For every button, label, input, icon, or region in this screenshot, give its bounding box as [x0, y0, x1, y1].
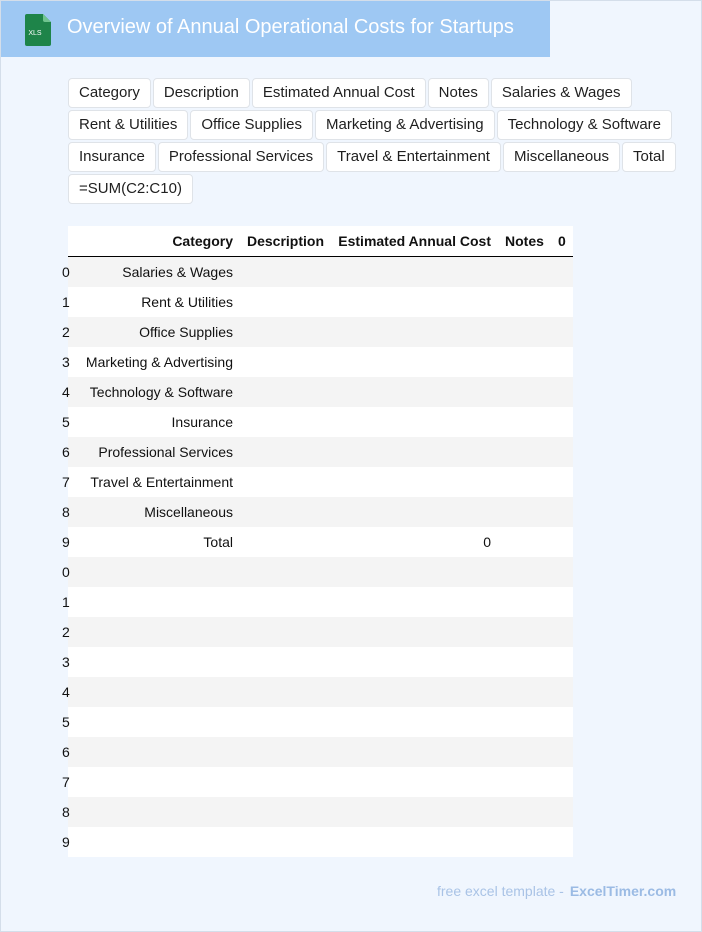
- row-index: 3: [62, 354, 70, 370]
- header-chip[interactable]: Salaries & Wages: [491, 78, 632, 108]
- table-row[interactable]: [62, 317, 573, 347]
- header-chip[interactable]: Category: [68, 78, 151, 108]
- column-header-extra[interactable]: 0: [558, 233, 566, 249]
- table-row[interactable]: [62, 377, 573, 407]
- excel-file-icon: [23, 14, 51, 46]
- estimated-annual-cost-cell: 0: [483, 534, 491, 550]
- row-index: 7: [62, 474, 70, 490]
- category-cell: Technology & Software: [89, 384, 233, 400]
- row-index: 8: [62, 804, 70, 820]
- row-index: 8: [62, 504, 70, 520]
- header-chip[interactable]: Rent & Utilities: [68, 110, 188, 140]
- row-index: 5: [62, 414, 70, 430]
- table-row[interactable]: [62, 497, 573, 527]
- table-row[interactable]: [62, 827, 573, 857]
- header-chip[interactable]: Total: [622, 142, 676, 172]
- table-row[interactable]: [62, 257, 573, 287]
- category-cell: Travel & Entertainment: [90, 474, 233, 490]
- column-header-estimated-annual-cost[interactable]: Estimated Annual Cost: [338, 233, 491, 249]
- row-index: 9: [62, 834, 70, 850]
- row-index: 6: [62, 444, 70, 460]
- footer-credit: [437, 883, 676, 899]
- table-row[interactable]: [62, 557, 573, 587]
- table-row[interactable]: [62, 737, 573, 767]
- header-chip[interactable]: Notes: [428, 78, 489, 108]
- category-cell: Insurance: [171, 414, 233, 430]
- table-row[interactable]: [62, 797, 573, 827]
- table-row[interactable]: [62, 467, 573, 497]
- row-index: 2: [62, 624, 70, 640]
- row-index: 1: [62, 594, 70, 610]
- category-cell: Total: [203, 534, 233, 550]
- header-chip[interactable]: Office Supplies: [190, 110, 313, 140]
- table-row[interactable]: [62, 407, 573, 437]
- header-chip[interactable]: =SUM(C2:C10): [68, 174, 193, 204]
- page-title: Overview of Annual Operational Costs for Startups: [67, 16, 514, 38]
- table-row[interactable]: [62, 707, 573, 737]
- table-row[interactable]: [62, 587, 573, 617]
- row-index: 4: [62, 684, 70, 700]
- header-chip[interactable]: Professional Services: [158, 142, 324, 172]
- header-chip[interactable]: Technology & Software: [497, 110, 672, 140]
- row-index: 0: [62, 564, 70, 580]
- header-chip[interactable]: Insurance: [68, 142, 156, 172]
- table-row[interactable]: [62, 767, 573, 797]
- row-index: 4: [62, 384, 70, 400]
- data-table: [62, 226, 573, 857]
- table-row[interactable]: [62, 287, 573, 317]
- header-chip[interactable]: Description: [153, 78, 250, 108]
- title-banner: [1, 1, 550, 57]
- row-index: 5: [62, 714, 70, 730]
- category-cell: Miscellaneous: [144, 504, 233, 520]
- header-chip[interactable]: Miscellaneous: [503, 142, 620, 172]
- header-chip[interactable]: Estimated Annual Cost: [252, 78, 426, 108]
- column-header-notes[interactable]: Notes: [505, 233, 544, 249]
- column-header-category[interactable]: Category: [172, 233, 233, 249]
- row-index: 9: [62, 534, 70, 550]
- table-row[interactable]: [62, 347, 573, 377]
- table-body: [62, 257, 573, 857]
- category-cell: Office Supplies: [139, 324, 233, 340]
- header-chip[interactable]: Marketing & Advertising: [315, 110, 495, 140]
- header-chip[interactable]: Travel & Entertainment: [326, 142, 501, 172]
- row-index: 6: [62, 744, 70, 760]
- table-header-row: [68, 226, 573, 257]
- column-header-description[interactable]: Description: [247, 233, 325, 249]
- table-row[interactable]: [62, 437, 573, 467]
- row-index: 3: [62, 654, 70, 670]
- category-cell: Professional Services: [98, 444, 233, 460]
- header-chip-list: [68, 78, 688, 204]
- category-cell: Marketing & Advertising: [85, 354, 233, 370]
- row-index: 0: [62, 264, 70, 280]
- category-cell: Rent & Utilities: [141, 294, 233, 310]
- row-index: 1: [62, 294, 70, 310]
- category-cell: Salaries & Wages: [122, 264, 233, 280]
- table-row[interactable]: [62, 527, 573, 557]
- table-row[interactable]: [62, 617, 573, 647]
- table-row[interactable]: [62, 677, 573, 707]
- row-index: 7: [62, 774, 70, 790]
- icon-label: XLS: [28, 30, 42, 37]
- row-index: 2: [62, 324, 70, 340]
- table-row[interactable]: [62, 647, 573, 677]
- footer-text: free excel template -: [437, 883, 564, 899]
- footer-brand-link[interactable]: ExcelTimer.com: [569, 883, 677, 899]
